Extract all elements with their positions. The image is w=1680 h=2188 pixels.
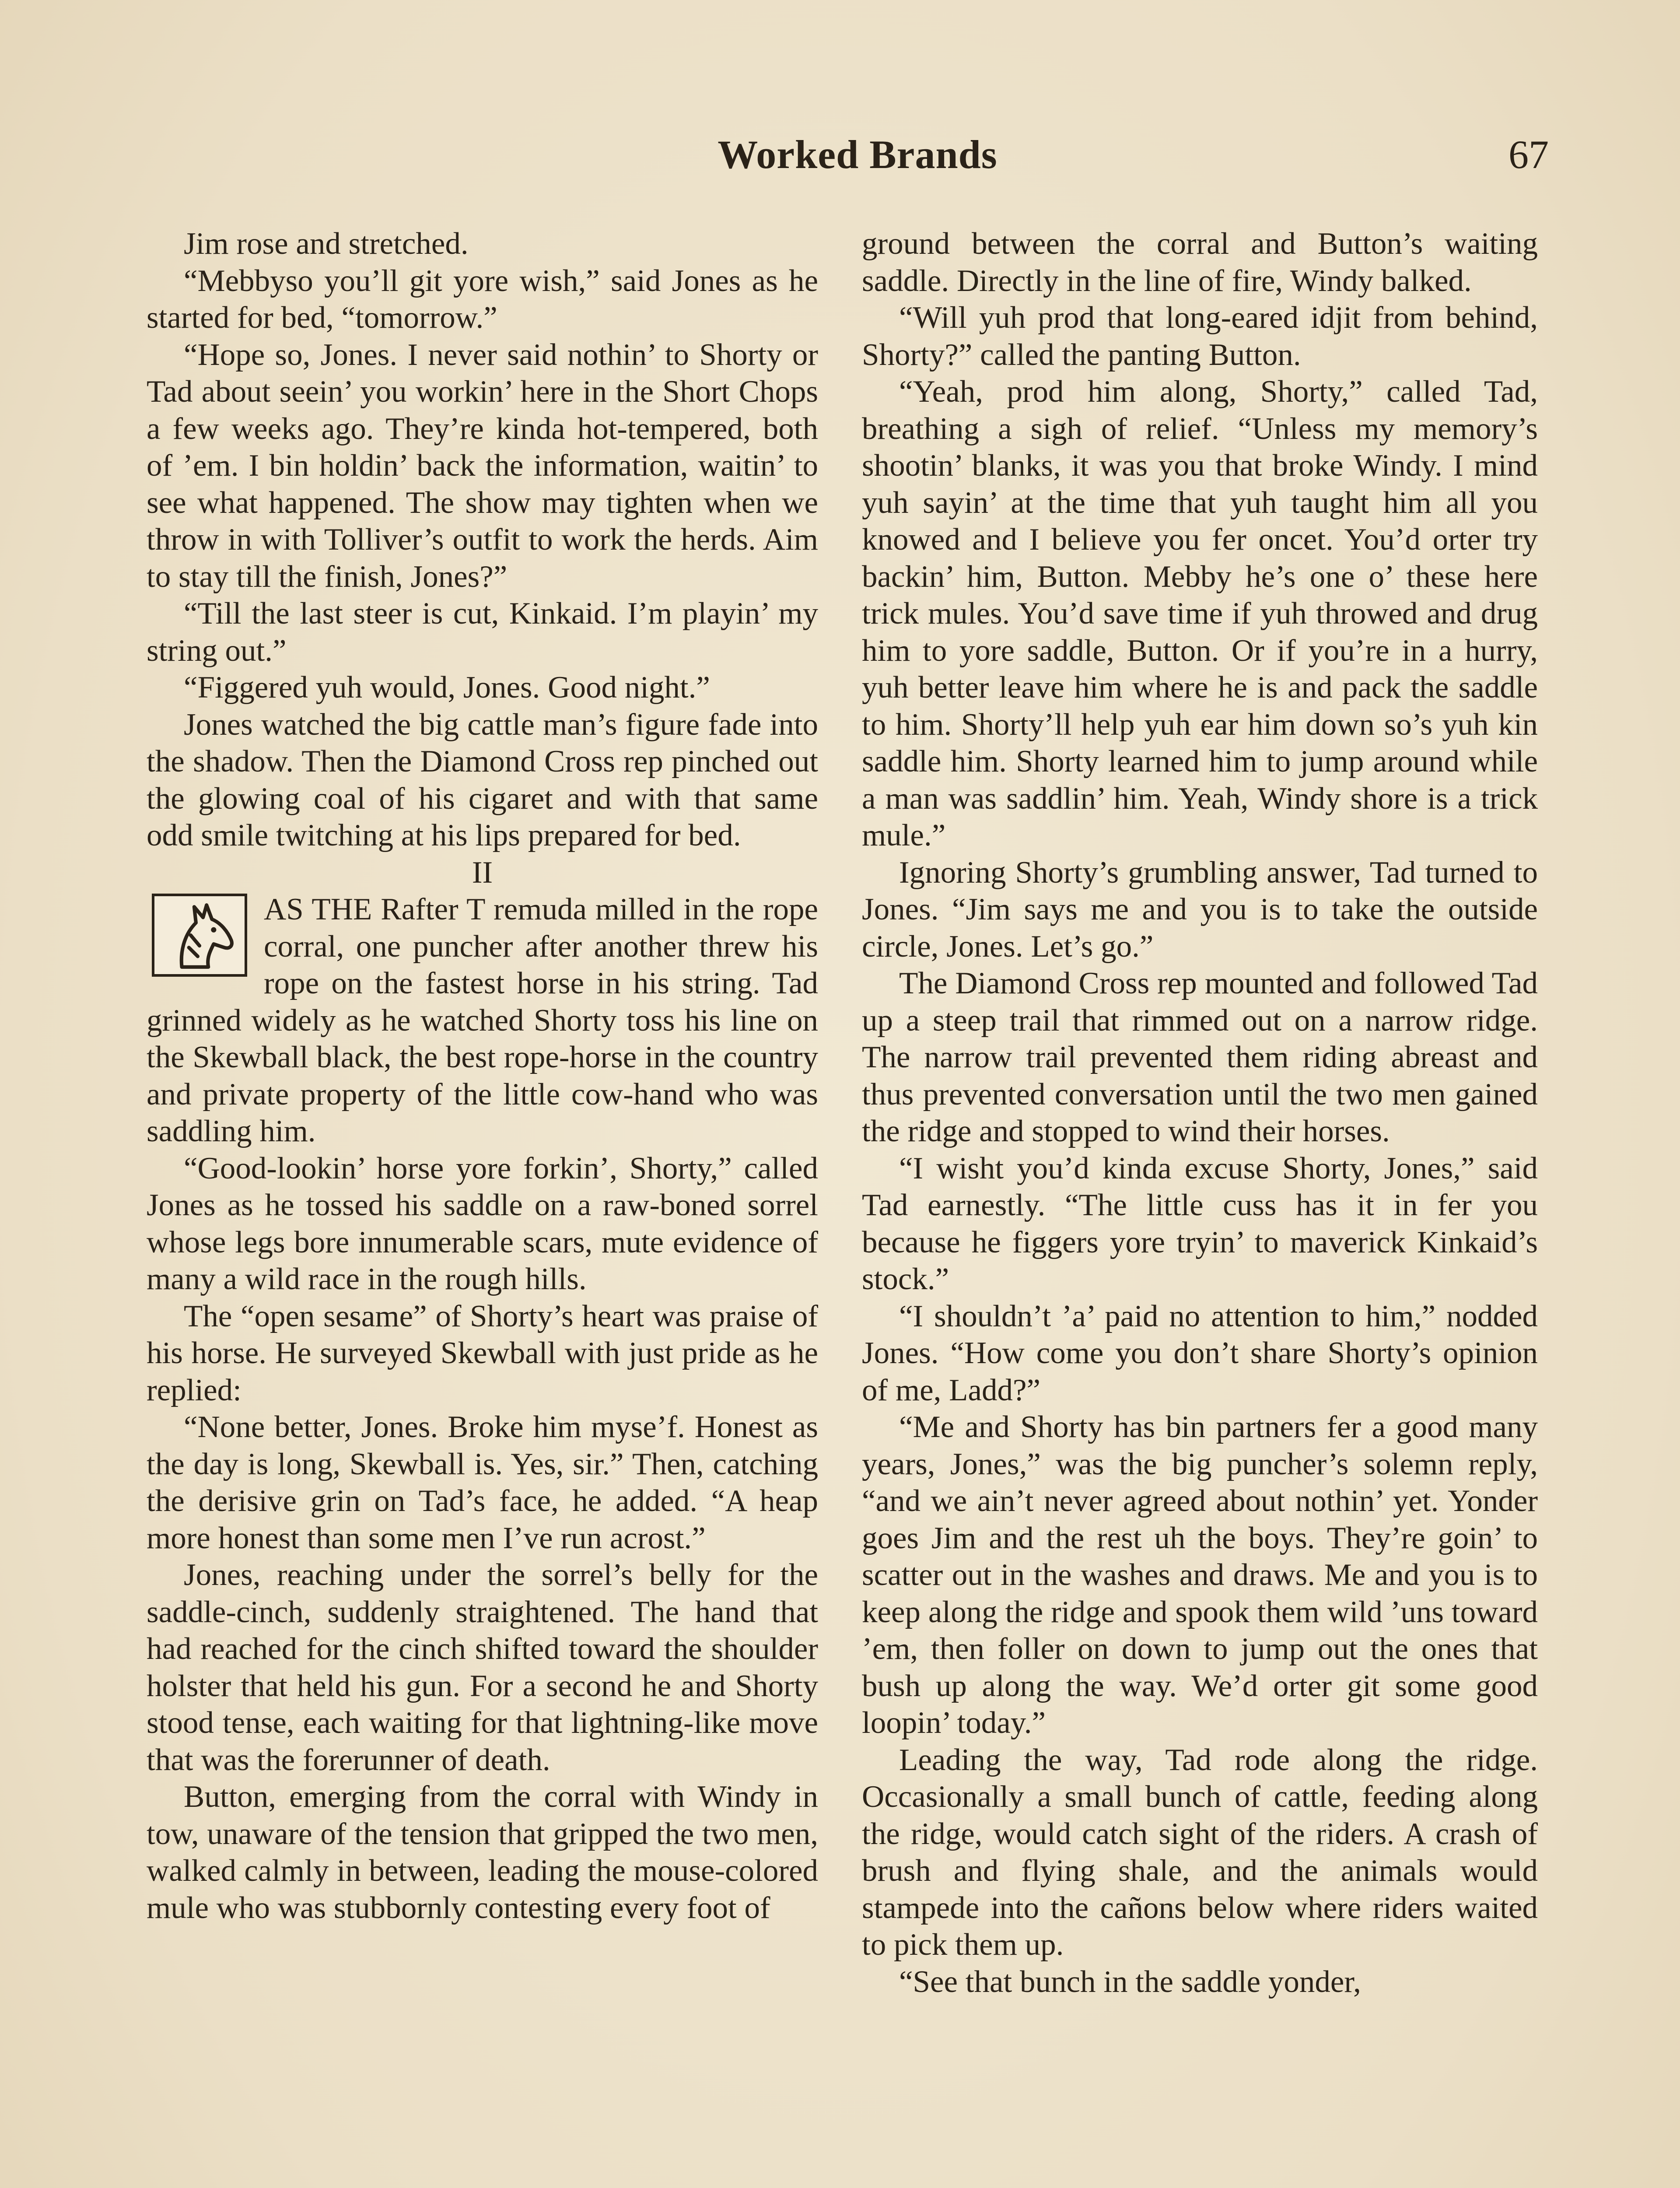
paragraph: ground between the corral and Button’s waiting saddle. Directly in the line of fire, Windy balked. xyxy=(862,227,1538,298)
paragraph: “Till the last steer is cut, Kinkaid. I’m playin’ my string out.” xyxy=(147,596,818,668)
paragraph: “Hope so, Jones. I never said nothin’ to Shorty or Tad about seein’ you workin’ here in the Short Chops a few weeks ago. They’re kinda hot-tempered, both of ’em. I bin holdin’ back the information, waitin’ to see what happened. The show may tighten when we throw in with Tolliver’s outfit to work the herds. Aim to stay till the finish, Jones?” xyxy=(147,337,818,594)
paragraph: “Yeah, prod him along, Shorty,” called Tad, breathing a sigh of relief. “Unless my memory’s shootin’ blanks, it was you that broke Windy. I mind yuh sayin’ at the time that yuh taught him all you knowed and I believe you fer oncet. You’d orter try backin’ him, Button. Mebby he’s one o’ these here trick mules. You’d save time if yuh throwed and drug him to yore saddle, Button. Or if you’re in a hurry, yuh better leave him where he is and pack the saddle to him. Shorty’ll help yuh ear him down so’s yuh kin saddle him. Shorty learned him to jump around while a man was saddlin’ him. Yeah, Windy shore is a trick mule.” xyxy=(862,375,1538,852)
page-number: 67 xyxy=(1508,132,1549,177)
paragraph: “I shouldn’t ’a’ paid no attention to him,” nodded Jones. “How come you don’t share Shorty’s opinion of me, Ladd?” xyxy=(862,1299,1538,1407)
paragraph: “Figgered yuh would, Jones. Good night.” xyxy=(184,670,710,705)
paragraph: “Good-lookin’ horse yore forkin’, Shorty,” called Jones as he tossed his saddle on a raw-boned sorrel whose legs bore innumerable scars, mute evidence of many a wild race in the rough hills. xyxy=(147,1151,818,1296)
left-column xyxy=(147,225,818,1926)
right-column xyxy=(862,225,1538,2000)
paragraph: “Mebbyso you’ll git yore wish,” said Jones as he started for bed, “tomorrow.” xyxy=(147,263,818,335)
paragraph: AS THE Rafter T remuda milled in the rope corral, one puncher after another threw his rope on the fastest horse in his string. Tad grinned widely as he watched Shorty toss his line on the Skewball black, the best rope-horse in the country and private property of the little cow-hand who was saddling him. xyxy=(147,892,818,1148)
paragraph: “See that bunch in the saddle yonder, xyxy=(899,1964,1361,1999)
paragraph: Jones watched the big cattle man’s figure fade into the shadow. Then the Diamond Cross rep pinched out the glowing coal of his cigaret and with that same odd smile twitching at his lips prepared for bed. xyxy=(147,707,818,852)
running-title: Worked Brands xyxy=(718,132,998,177)
paragraph: Button, emerging from the corral with Windy in tow, unaware of the tension that gripped the two men, walked calmly in between, leading the mouse-colored mule who was stubbornly contesting every foot of xyxy=(147,1780,818,1925)
paragraph: “Me and Shorty has bin partners fer a good many years, Jones,” was the big puncher’s solemn reply, “and we ain’t never agreed about nothin’ yet. Yonder goes Jim and the rest uh the boys. They’re goin’ to scatter out in the washes and draws. Me and you is to keep along the ridge and spook them wild ’uns toward ’em, then foller on down to jump out the ones that bush up along the way. We’d orter git some good loopin’ today.” xyxy=(862,1410,1538,1740)
paragraph: Leading the way, Tad rode along the ridge. Occasionally a small bunch of cattle, feeding along the ridge, would catch sight of the riders. A crash of brush and flying shale, and the animals would stampede into the cañons below where riders waited to pick them up. xyxy=(862,1743,1538,1962)
paragraph: “I wisht you’d kinda excuse Shorty, Jones,” said Tad earnestly. “The little cuss has it in fer you because he figgers yore tryin’ to maverick Kinkaid’s stock.” xyxy=(862,1151,1538,1296)
paragraph: The “open sesame” of Shorty’s heart was praise of his horse. He surveyed Skewball with just pride as he replied: xyxy=(147,1299,818,1407)
paragraph: The Diamond Cross rep mounted and followed Tad up a steep trail that rimmed out on a narrow ridge. The narrow trail prevented them riding abreast and thus prevented conversation until the two men gained the ridge and stopped to wind their horses. xyxy=(862,966,1538,1148)
paragraph: Jones, reaching under the sorrel’s belly for the saddle-cinch, suddenly straightened. The hand that had reached for the cinch shifted toward the shoulder holster that held his gun. For a second he and Shorty stood tense, each waiting for that lightning-like move that was the forerunner of death. xyxy=(147,1558,818,1777)
paragraph: Ignoring Shorty’s grumbling answer, Tad turned to Jones. “Jim says me and you is to take the outside circle, Jones. Let’s go.” xyxy=(862,855,1538,964)
horse-head-icon xyxy=(152,894,247,977)
paragraph: “Will yuh prod that long-eared idjit from behind, Shorty?” called the panting Button. xyxy=(862,301,1538,372)
section-number: II xyxy=(472,855,493,890)
paragraph: Jim rose and stretched. xyxy=(184,227,469,261)
paragraph: “None better, Jones. Broke him myse’f. Honest as the day is long, Skewball is. Yes, sir.” Then, catching the derisive grin on Tad’s face, he added. “A heap more honest than some men I’ve run acrost.” xyxy=(147,1410,818,1555)
